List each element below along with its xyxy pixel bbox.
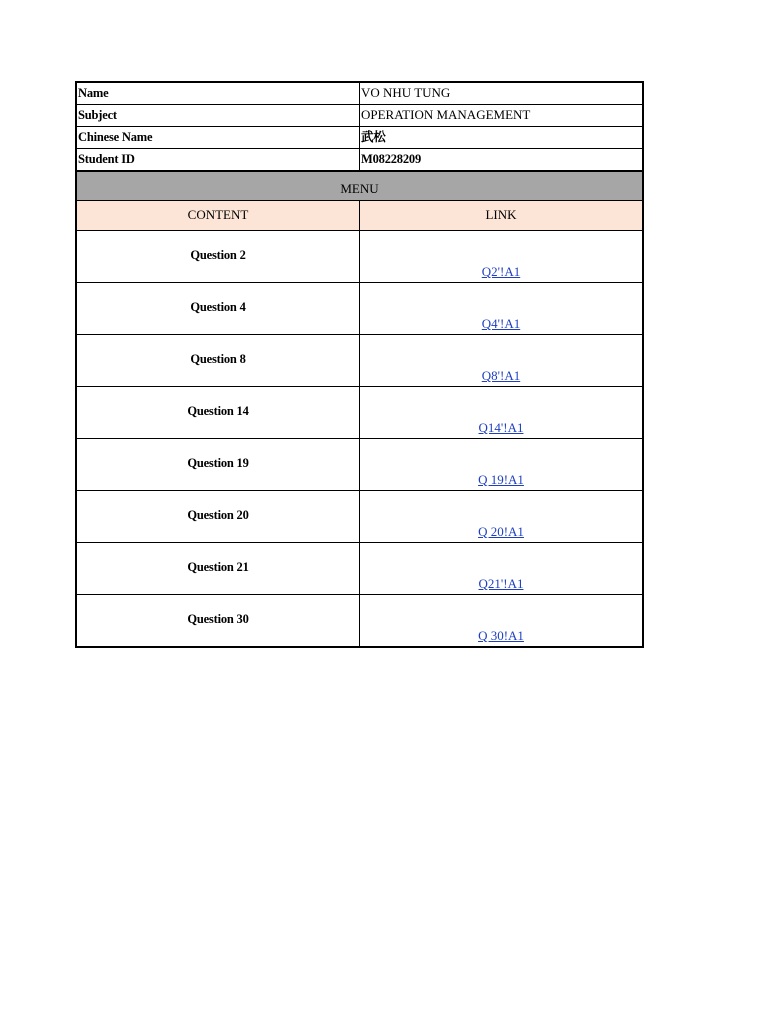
question-link[interactable]: Q 20!A1 bbox=[478, 524, 524, 539]
question-label: Question 14 bbox=[77, 387, 360, 438]
subject-label: Subject bbox=[77, 105, 360, 126]
table-row bbox=[77, 231, 642, 283]
question-label: Question 4 bbox=[77, 283, 360, 334]
link-cell bbox=[360, 387, 642, 438]
menu-title: MENU bbox=[77, 172, 642, 201]
table-row bbox=[77, 283, 642, 335]
question-label: Question 30 bbox=[77, 595, 360, 646]
question-label: Question 19 bbox=[77, 439, 360, 490]
link-cell bbox=[360, 595, 642, 646]
student-id-row bbox=[77, 149, 642, 172]
name-row bbox=[77, 83, 642, 105]
name-value: VO NHU TUNG bbox=[361, 85, 451, 100]
question-label: Question 21 bbox=[77, 543, 360, 594]
subject-row bbox=[77, 105, 642, 127]
name-label: Name bbox=[77, 83, 360, 104]
subject-value: OPERATION MANAGEMENT bbox=[361, 107, 531, 122]
question-link[interactable]: Q8'!A1 bbox=[481, 368, 521, 383]
content-header: CONTENT bbox=[77, 201, 360, 230]
question-link[interactable]: Q 30!A1 bbox=[478, 628, 524, 643]
question-link[interactable]: Q21'!A1 bbox=[478, 576, 524, 591]
question-label: Question 2 bbox=[77, 231, 360, 282]
table-row bbox=[77, 595, 642, 646]
chinese-name-label: Chinese Name bbox=[77, 127, 360, 148]
link-cell bbox=[360, 231, 642, 282]
table-row bbox=[77, 335, 642, 387]
link-cell bbox=[360, 491, 642, 542]
chinese-name-value: 武松 bbox=[361, 130, 386, 144]
table-row bbox=[77, 439, 642, 491]
menu-header-row bbox=[77, 201, 642, 231]
question-label: Question 8 bbox=[77, 335, 360, 386]
table-row bbox=[77, 387, 642, 439]
chinese-name-row bbox=[77, 127, 642, 149]
table-row bbox=[77, 543, 642, 595]
question-link[interactable]: Q14'!A1 bbox=[478, 420, 524, 435]
link-cell bbox=[360, 439, 642, 490]
question-link[interactable]: Q4'!A1 bbox=[481, 316, 521, 331]
question-link[interactable]: Q2'!A1 bbox=[481, 264, 521, 279]
link-cell bbox=[360, 543, 642, 594]
link-cell bbox=[360, 335, 642, 386]
menu-sheet bbox=[75, 81, 644, 648]
link-header: LINK bbox=[485, 207, 517, 222]
link-cell bbox=[360, 283, 642, 334]
student-id-label: Student ID bbox=[77, 149, 360, 170]
table-row bbox=[77, 491, 642, 543]
question-link[interactable]: Q 19!A1 bbox=[478, 472, 524, 487]
question-label: Question 20 bbox=[77, 491, 360, 542]
student-id-value: M08228209 bbox=[361, 152, 421, 166]
